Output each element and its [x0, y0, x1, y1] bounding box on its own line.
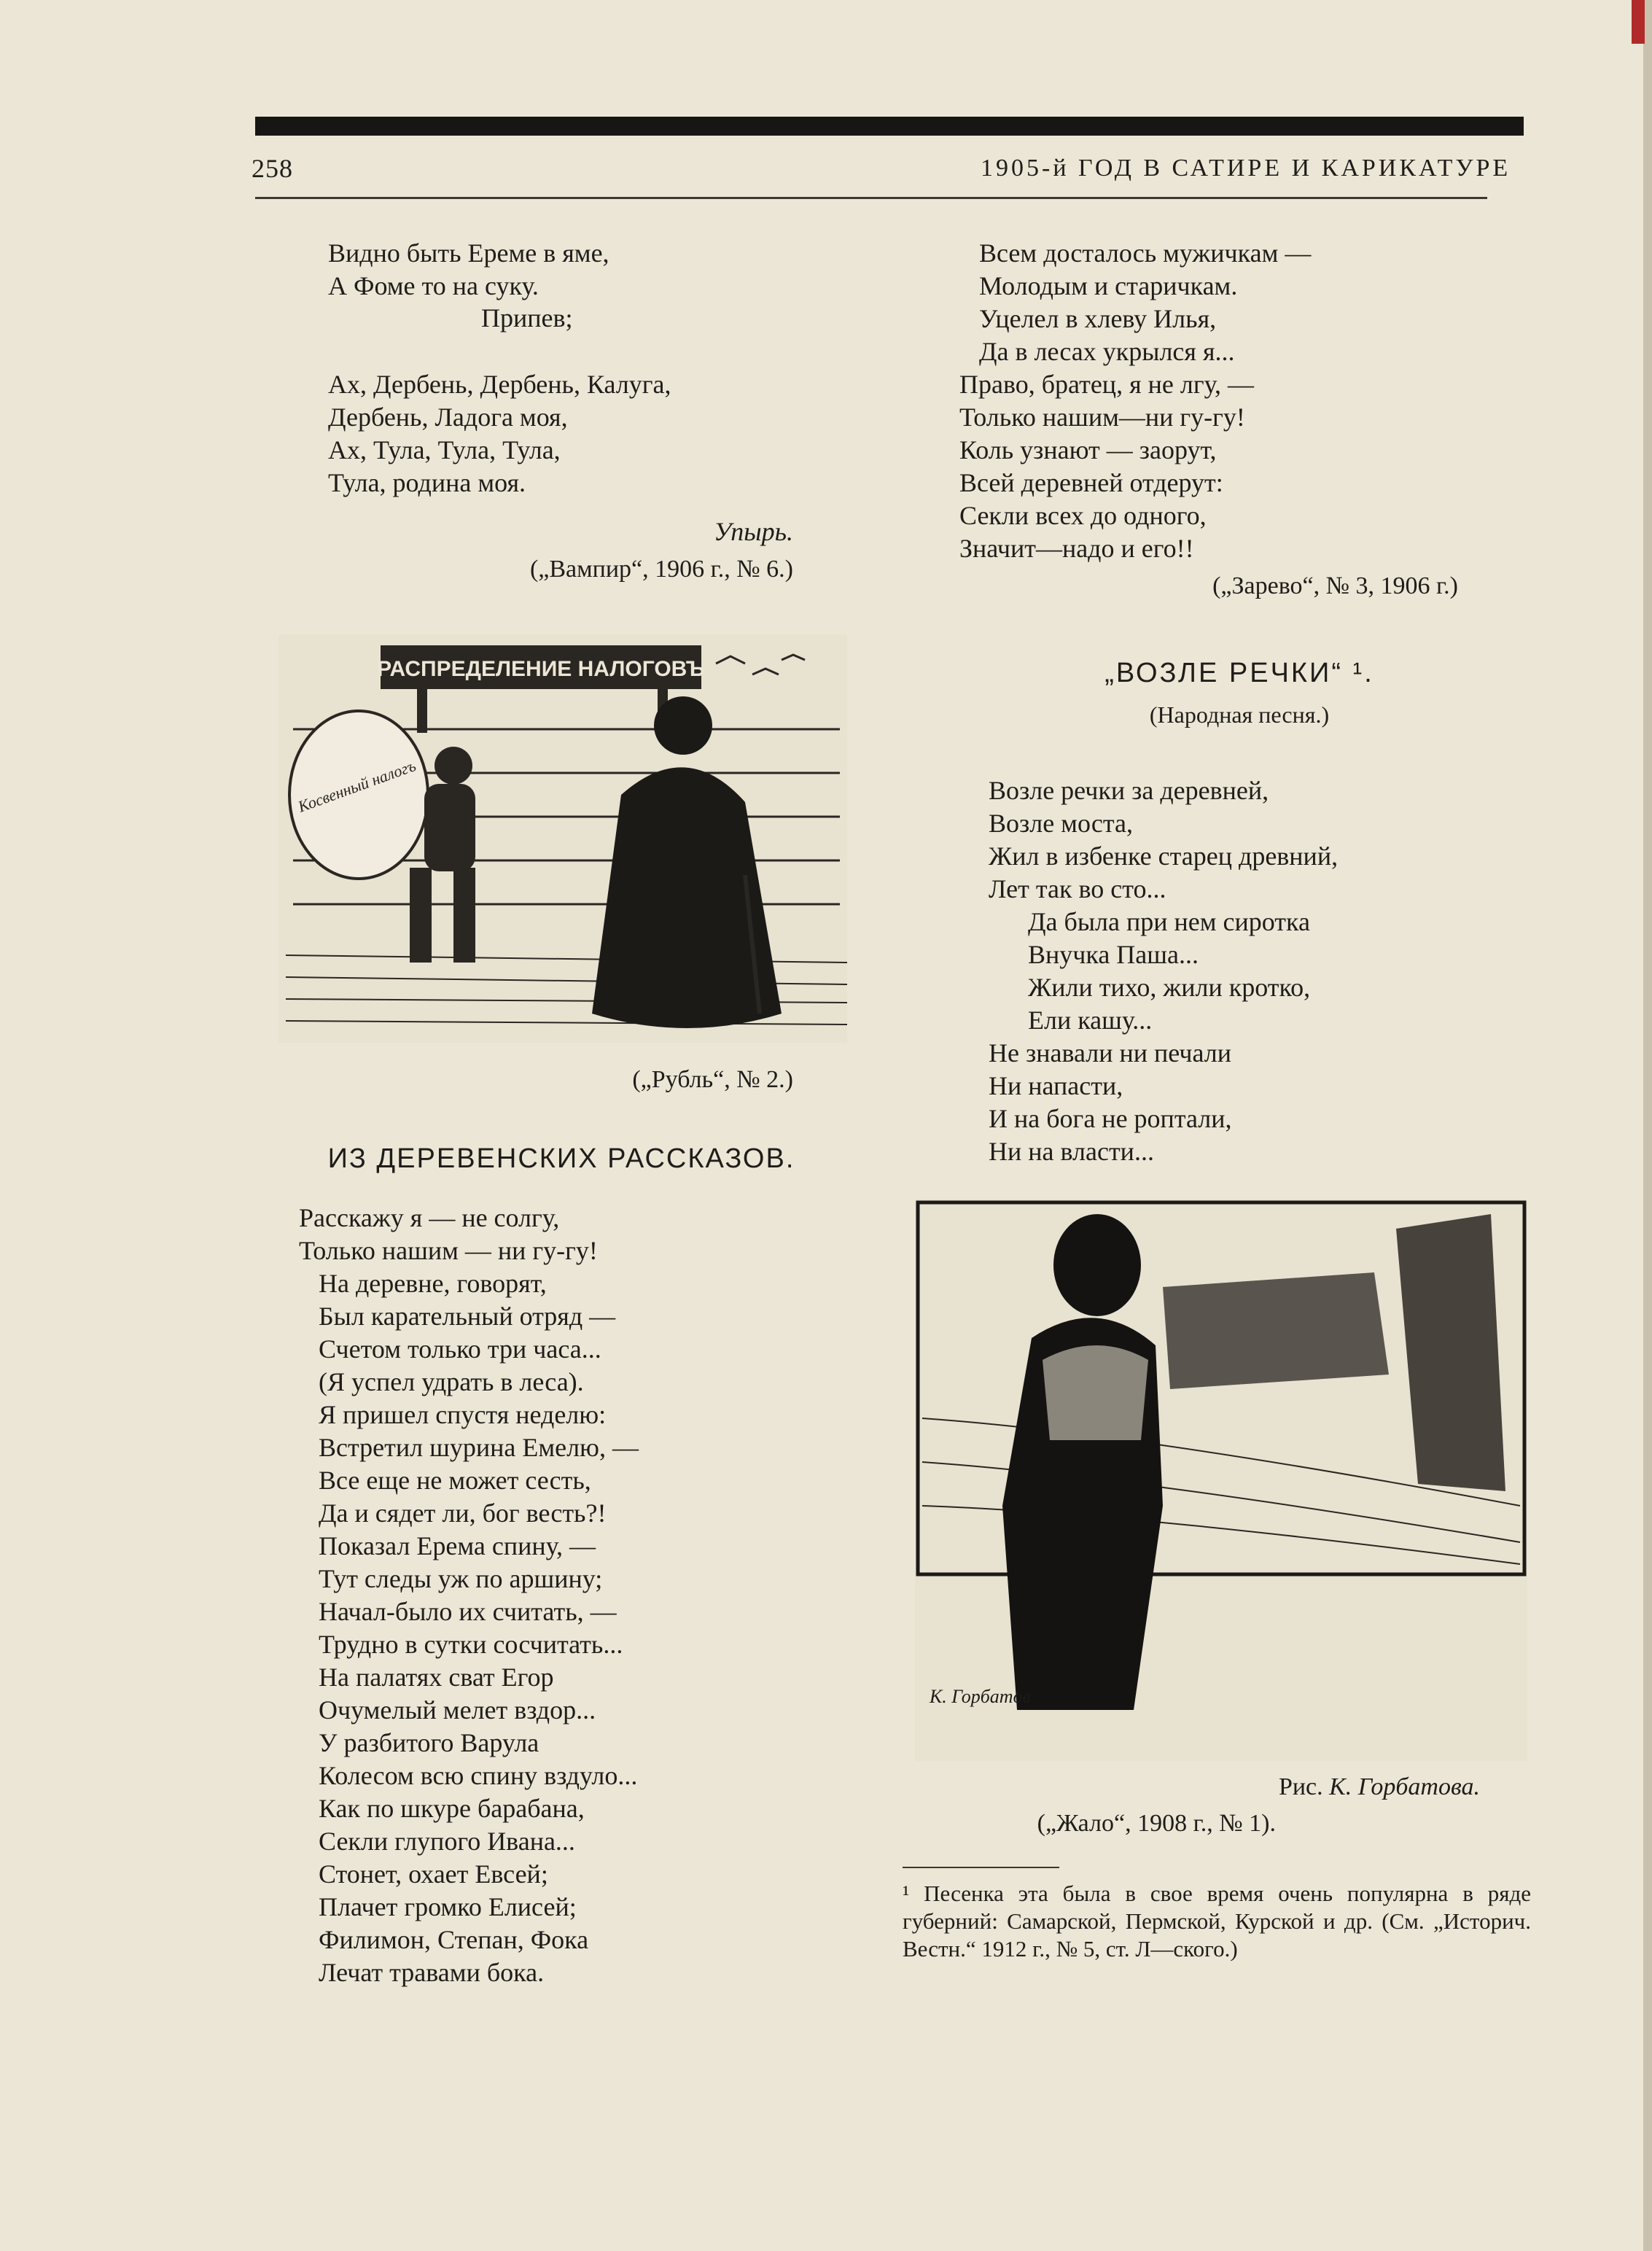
- verse-line: Тула, родина моя.: [328, 468, 526, 497]
- verse-line: Видно быть Ереме в яме,: [328, 238, 609, 268]
- verse-line: Значит—надо и его!!: [959, 534, 1194, 563]
- refrain: [328, 368, 838, 499]
- song-line: И на бога не роптали,: [989, 1104, 1232, 1133]
- verse-top-right: [959, 237, 1484, 565]
- poem-line: Начал-было их считать, —: [299, 1597, 617, 1626]
- source-zhalo: („Жало“, 1908 г., № 1).: [1037, 1810, 1276, 1837]
- poem-line: Лечат травами бока.: [299, 1958, 545, 1987]
- verse-line: Дербень, Ладога моя,: [328, 403, 568, 432]
- song-line: Не знавали ни печали: [989, 1038, 1231, 1068]
- section-heading-village: ИЗ ДЕРЕВЕНСКИХ РАССКАЗОВ.: [327, 1143, 795, 1174]
- song-line: Лет так во сто...: [989, 874, 1166, 903]
- signature-upyr: Упырь.: [714, 517, 793, 546]
- poem-line: Был карательный отряд —: [299, 1302, 616, 1331]
- poem-line: Филимон, Степан, Фока: [299, 1925, 589, 1954]
- poem-line: Плачет громко Елисей;: [299, 1892, 577, 1921]
- poem-line: Стонет, охает Евсей;: [299, 1859, 548, 1889]
- illustration-peasant: [915, 1200, 1527, 1761]
- corner-mark: [1632, 0, 1645, 44]
- refrain-label: Припев;: [481, 303, 573, 333]
- song-line: Жил в избенке старец древний,: [989, 841, 1339, 871]
- cartoon-sign-text: РАСПРЕДЕЛЕНИЕ НАЛОГОВЪ: [377, 657, 705, 681]
- verse-line: Молодым и старичкам.: [959, 271, 1238, 300]
- song-by-the-river: [989, 774, 1499, 1168]
- poem-line: Все еще не может сесть,: [299, 1466, 591, 1495]
- poem-line: На палатях сват Егор: [299, 1663, 554, 1692]
- footnote: ¹ Песенка эта была в свое время очень популярна в ряде губерний: Самарской, Пермской, Курской и др. (См. „Историч. Вестн.“ 1912 г., № 5, ст. Л—ского.): [903, 1881, 1531, 1962]
- poem-line: (Я успел удрать в леса).: [299, 1367, 584, 1396]
- verse-line: Право, братец, я не лгу, —: [959, 370, 1254, 399]
- poem-line: Счетом только три часа...: [299, 1334, 601, 1364]
- poem-line: Трудно в сутки сосчитать...: [299, 1630, 623, 1659]
- source-vampir: („Вампир“, 1906 г., № 6.): [529, 556, 793, 583]
- cartoon-tax-distribution: [278, 634, 847, 1043]
- song-line: Возле речки за деревней,: [989, 776, 1269, 805]
- song-line: Внучка Паша...: [989, 940, 1199, 969]
- song-line: Ни на власти...: [989, 1137, 1154, 1166]
- song-heading: „ВОЗЛЕ РЕЧКИ“ ¹.: [1104, 658, 1374, 688]
- song-line: Возле моста,: [989, 809, 1133, 838]
- poem-village-stories: [299, 1202, 809, 1989]
- illustration-signature: К. Горбатов: [930, 1686, 1031, 1707]
- sack-label: Косвенный налогъ: [295, 756, 418, 816]
- verse-line: Ах, Дербень, Дербень, Калуга,: [328, 370, 671, 399]
- verse-line: Секли всех до одного,: [959, 501, 1207, 530]
- poem-line: На деревне, говорят,: [299, 1269, 547, 1298]
- verse-line: Уцелел в хлеву Илья,: [959, 304, 1217, 333]
- top-rule: [255, 117, 1524, 136]
- poem-line: Колесом всю спину вздуло...: [299, 1761, 638, 1790]
- source-zarevo: („Зарево“, № 3, 1906 г.): [1212, 572, 1458, 599]
- verse-line: Коль узнают — заорут,: [959, 435, 1217, 464]
- poem-line: Секли глупого Ивана...: [299, 1827, 575, 1856]
- page-number: 258: [252, 154, 293, 183]
- verse-top-left: [328, 237, 838, 303]
- verse-line: Да в лесах укрылся я...: [959, 337, 1235, 366]
- page-edge: [1643, 0, 1652, 2251]
- footnote-rule: [903, 1867, 1059, 1868]
- illustration-caption: [1174, 1773, 1480, 1801]
- song-line: Ели кашу...: [989, 1006, 1153, 1035]
- caption-prefix: Рис.: [1278, 1773, 1330, 1800]
- verse-line: Всем досталось мужичкам —: [959, 238, 1312, 268]
- running-head: 1905-й ГОД В САТИРЕ И КАРИКАТУРЕ: [981, 155, 1511, 182]
- verse-line: Ах, Тула, Тула, Тула,: [328, 435, 561, 464]
- poem-line: Показал Ерема спину, —: [299, 1531, 596, 1560]
- poem-line: Как по шкуре барабана,: [299, 1794, 585, 1823]
- song-subheading: (Народная песня.): [1149, 701, 1330, 728]
- poem-line: У разбитого Варула: [299, 1728, 539, 1757]
- song-line: Да была при нем сиротка: [989, 907, 1310, 936]
- caption-artist-name: К. Горбатова.: [1329, 1773, 1480, 1800]
- header-rule: [255, 197, 1487, 199]
- poem-line: Только нашим — ни гу-гу!: [299, 1236, 598, 1265]
- source-rubl: („Рубль“, № 2.): [632, 1066, 793, 1093]
- poem-line: Встретил шурина Емелю, —: [299, 1433, 639, 1462]
- verse-line: Всей деревней отдерут:: [959, 468, 1223, 497]
- poem-line: Да и сядет ли, бог весть?!: [299, 1498, 607, 1528]
- poem-line: Очумелый мелет вздор...: [299, 1695, 596, 1725]
- song-line: Жили тихо, жили кротко,: [989, 973, 1311, 1002]
- verse-line: А Фоме то на суку.: [328, 271, 539, 300]
- verse-line: Только нашим—ни гу-гу!: [959, 403, 1245, 432]
- poem-line: Тут следы уж по аршину;: [299, 1564, 603, 1593]
- song-line: Ни напасти,: [989, 1071, 1123, 1100]
- poem-line: Я пришел спустя неделю:: [299, 1400, 607, 1429]
- poem-line: Расскажу я — не солгу,: [299, 1203, 560, 1232]
